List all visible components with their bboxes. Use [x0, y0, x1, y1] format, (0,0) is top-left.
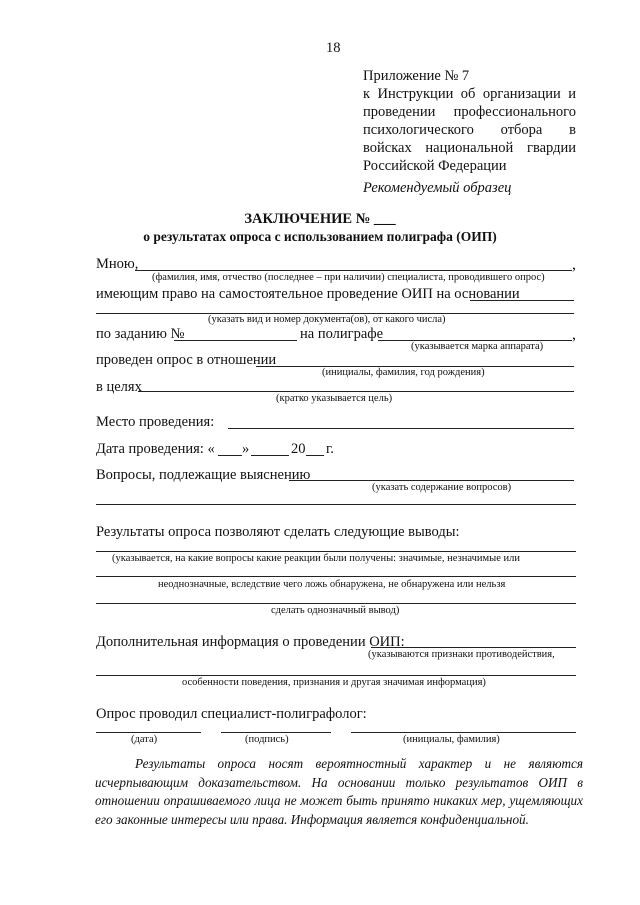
signature-date-field[interactable]: [96, 732, 201, 733]
date-month-field[interactable]: [251, 455, 289, 456]
caption-specialist: (фамилия, имя, отчество (последнее – при наличии) специалиста, проводившего опрос): [152, 272, 545, 283]
rights-field[interactable]: [470, 300, 574, 301]
appendix-line: Российской Федерации: [363, 158, 507, 174]
label-subject: проведен опрос в отношении: [96, 352, 277, 368]
caption-additional-1: (указываются признаки противодействия,: [368, 649, 555, 660]
questions-field[interactable]: [289, 480, 574, 481]
label-task: по заданию №: [96, 326, 185, 342]
label-purpose: в целях: [96, 379, 142, 395]
document-title: ЗАКЛЮЧЕНИЕ № ___: [244, 211, 396, 227]
appendix-line: к Инструкции об организации и: [363, 86, 576, 102]
signature-field[interactable]: [221, 732, 331, 733]
document-subtitle: о результатах опроса с использованием полиграфа (ОИП): [143, 229, 497, 244]
additional-field-continued[interactable]: [96, 675, 576, 676]
additional-field[interactable]: [371, 647, 576, 648]
caption-purpose: (кратко указывается цель): [276, 393, 393, 404]
appendix-line: войсках национальной гвардии: [363, 140, 576, 156]
comma: ,: [572, 256, 576, 273]
purpose-field[interactable]: [138, 391, 574, 392]
comma: ,: [572, 326, 576, 343]
signature-name-field[interactable]: [351, 732, 576, 733]
caption-results-2: неоднозначные, вследствие чего ложь обнаружена, не обнаружена или нельзя: [158, 579, 506, 590]
label-to-whom: Мною,: [96, 256, 139, 272]
date-quote: »: [242, 441, 250, 457]
date-century: 20: [291, 441, 306, 457]
results-field-1[interactable]: [96, 551, 576, 552]
caption-results-1: (указывается, на какие вопросы какие реакции были получены: значимые, незначимые или: [112, 553, 520, 564]
date-suffix: г.: [326, 441, 334, 457]
label-polygraph: на полиграфе: [300, 326, 384, 342]
caption-questions: (указать содержание вопросов): [372, 482, 512, 493]
caption-signature: (подпись): [245, 734, 289, 745]
label-date: Дата проведения: «: [96, 441, 215, 457]
caption-additional-2: особенности поведения, признания и другая значимая информация): [182, 677, 486, 688]
caption-polygraph: (указывается марка аппарата): [411, 341, 544, 352]
caption-subject: (инициалы, фамилия, год рождения): [322, 367, 485, 378]
label-place: Место проведения:: [96, 414, 215, 430]
appendix-line: психологического отбора в: [363, 122, 576, 138]
label-additional: Дополнительная информация о проведении ОИП:: [96, 634, 405, 650]
confidentiality-notice: Результаты опроса носят вероятностный характер и не являются исчерпывающим доказательством. На основании только результатов ОИП в отношении опрашиваемого лица не может быть принято никаких мер, ущемляющих его законные интересы или права. Информация является конфиденциальной.: [95, 756, 583, 827]
task-number-field[interactable]: [174, 340, 297, 341]
results-field-3[interactable]: [96, 603, 576, 604]
page-number: 18: [326, 40, 341, 56]
caption-rights: (указать вид и номер документа(ов), от какого числа): [208, 314, 446, 325]
caption-results-3: сделать однозначный вывод): [271, 605, 400, 616]
specialist-name-field[interactable]: [135, 270, 572, 271]
place-field[interactable]: [228, 428, 574, 429]
appendix-line: проведении профессионального: [363, 104, 576, 120]
caption-date: (дата): [131, 734, 158, 745]
recommended-sample: Рекомендуемый образец: [363, 180, 512, 196]
label-questions: Вопросы, подлежащие выяснению: [96, 467, 311, 483]
label-results: Результаты опроса позволяют сделать следующие выводы:: [96, 524, 460, 540]
caption-name: (инициалы, фамилия): [403, 734, 500, 745]
label-rights: имеющим право на самостоятельное проведение ОИП на основании: [96, 286, 520, 302]
date-day-field[interactable]: [218, 455, 242, 456]
date-year-field[interactable]: [306, 455, 324, 456]
results-field-2[interactable]: [96, 576, 576, 577]
label-specialist: Опрос проводил специалист-полиграфолог:: [96, 706, 367, 722]
questions-field-continued[interactable]: [96, 504, 576, 505]
appendix-title: Приложение № 7: [363, 68, 470, 84]
